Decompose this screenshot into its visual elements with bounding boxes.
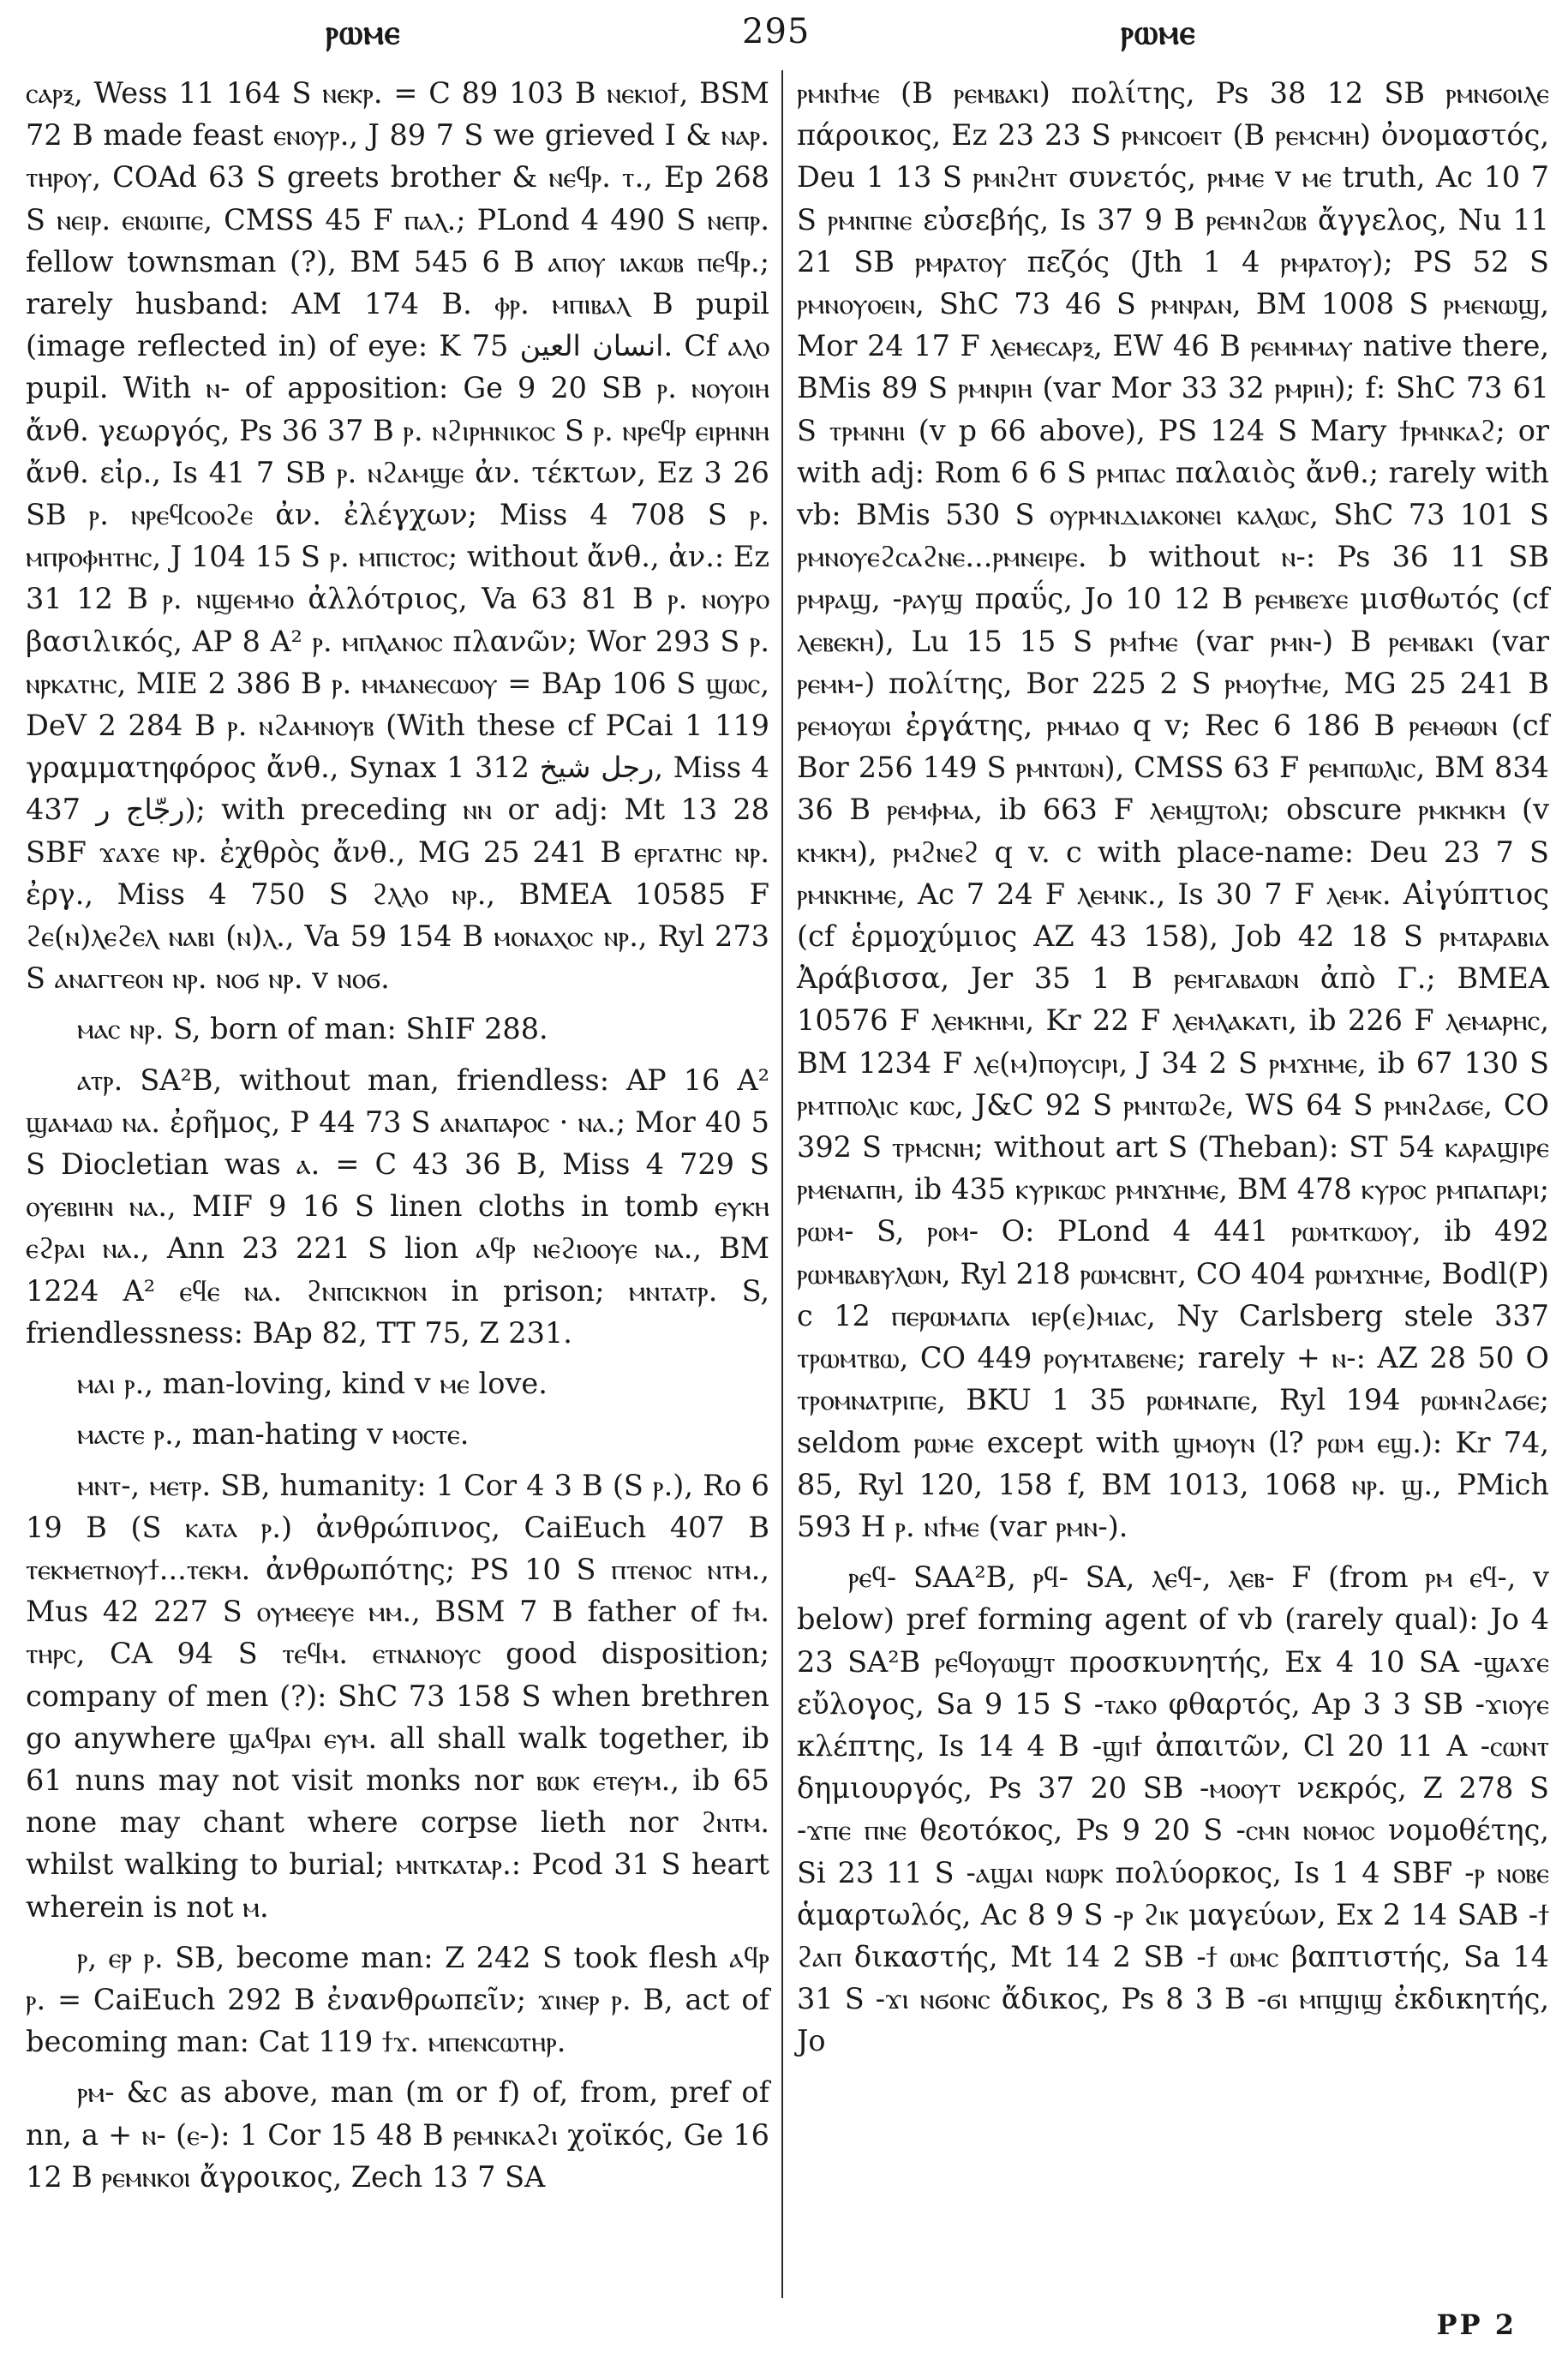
- entry-paragraph: ⲣⲙ- &c as above, man (m or f) of, from, pref of nn, a + ⲛ- (ⲉ-): 1 Cor 15 48 B ⲣⲉⲙⲛⲕⲁϩⲓ χοϊκός, Ge 16 12 B ⲣⲉⲙⲛⲕⲟⲓ ἄγροικος, Zech 13 7 SA: [26, 2075, 769, 2194]
- entry-paragraph: ⲙⲁⲥⲧⲉ ⲣ., man-hating v ⲙⲟⲥⲧⲉ.: [77, 1417, 470, 1452]
- right-column: [797, 72, 1549, 2071]
- entry-paragraph: ⲙⲁⲓ ⲣ., man-loving, kind v ⲙⲉ love.: [77, 1367, 548, 1401]
- left-column: [26, 72, 769, 2206]
- entry-paragraph: ⲥⲁⲣⲝ, Wess 11 164 S ⲛⲉⲕⲣ. = C 89 103 B ⲛⲉⲕⲓⲟϯ, BSM 72 B made feast ⲉⲛⲟⲩⲣ., J 89 7 S we grieved I & ⲛⲁⲣ. ⲧⲏⲣⲟⲩ, COAd 63 S greets brother & ⲛⲉϥⲣ. ⲧ., Ep 268 S ⲛⲉⲓⲣ. ⲉⲛⲱⲓⲡⲉ, CMSS 45 F ⲡⲁⲗ.; PLond 4 490 S ⲛⲉⲡⲣ. fellow townsman (?), BM 545 6 B ⲁⲡⲟⲩ ⲓⲁⲕⲱⲃ ⲡⲉϥⲣ.; rarely husband: AM 174 B. ⲫⲣ. ⲙⲡⲓⲃⲁⲗ B pupil (image reflected in) of eye: K 75 انسان العين. Cf ⲁⲗⲟ pupil. With ⲛ- of apposition: Ge 9 20 SB ⲣ. ⲛⲟⲩⲟⲓⲏ ἄνθ. γεωργός, Ps 36 37 B ⲣ. ⲛϩⲓⲣⲏⲛⲓⲕⲟⲥ S ⲣ. ⲛⲣⲉϥⲣ ⲉⲓⲣⲏⲛⲏ ἄνθ. εἰρ., Is 41 7 SB ⲣ. ⲛϩⲁⲙϣⲉ ἀν. τέκτων, Ez 3 26 SB ⲣ. ⲛⲣⲉϥⲥⲟⲟϩⲉ ἀν. ἐλέγχων; Miss 4 708 S ⲣ. ⲙⲡⲣⲟⲫⲏⲧⲏⲥ, J 104 15 S ⲣ. ⲙⲡⲓⲥⲧⲟⲥ; without ἄνθ., ἀν.: Ez 31 12 B ⲣ. ⲛϣⲉⲙⲙⲟ ἀλλότριος, Va 63 81 B ⲣ. ⲛⲟⲩⲣⲟ βασιλικός, AP 8 A² ⲣ. ⲙⲡⲗⲁⲛⲟⲥ πλανῶν; Wor 293 S ⲣ. ⲛⲣⲕⲁⲧⲏⲥ, MIE 2 386 B ⲣ. ⲙⲙⲁⲛⲉⲥⲱⲟⲩ = BAp 106 S ϣⲱⲥ, DeV 2 284 B ⲣ. ⲛϩⲁⲙⲛⲟⲩⲃ (With these cf PCai 1 119 γραμματηφόρος ἄνθ., Synax 1 312 رجل شيخ, Miss 4 437 رجّاج ر); with preceding ⲛⲛ or adj: Mt 13 28 SBF ϫⲁϫⲉ ⲛⲣ. ἐχθρὸς ἄνθ., MG 25 241 B ⲉⲣⲅⲁⲧⲏⲥ ⲛⲣ. ἐργ., Miss 4 750 S ϩⲗⲗⲟ ⲛⲣ., BMEA 10585 F ϩⲉ(ⲛ)ⲗⲉϩⲉⲗ ⲛⲁⲃⲓ (ⲛ)ⲗ., Va 59 154 B ⲙⲟⲛⲁⲭⲟⲥ ⲛⲣ., Ryl 273 S ⲁⲛⲁⲅⲅⲉⲟⲛ ⲛⲣ. ⲛⲟϭ ⲛⲣ. v ⲛⲟϭ.: [26, 76, 769, 996]
- page-number: 295: [742, 12, 811, 51]
- column-divider: [781, 70, 783, 2298]
- entry-paragraph: ⲙⲁⲥ ⲛⲣ. S, born of man: ShIF 288.: [77, 1012, 548, 1046]
- entry-paragraph: ⲣ, ⲉⲣ ⲣ. SB, become man: Z 242 S took flesh ⲁϥⲣ ⲣ. = CaiEuch 292 B ἐνανθρωπεῖν; ϫⲓⲛⲉⲣ ⲣ. B, act of becoming man: Cat 119 ϯϫ. ⲙⲡⲉⲛⲥⲱⲧⲏⲣ.: [26, 1940, 769, 2059]
- entry-paragraph: ⲁⲧⲣ. SA²B, without man, friendless: AP 16 A² ϣⲁⲙⲁⲱ ⲛⲁ. ἐρῆμος, P 44 73 S ⲁⲛⲁⲡⲁⲣⲟⲥ · ⲛⲁ.; Mor 40 5 S Diocletian was ⲁ. = C 43 36 B, Miss 4 729 S ⲟⲩⲉⲃⲓⲏⲛ ⲛⲁ., MIF 9 16 S linen cloths in tomb ⲉⲩⲕⲏ ⲉϩⲣⲁⲓ ⲛⲁ., Ann 23 221 S lion ⲁϥⲣ ⲛⲉϩⲓⲟⲟⲩⲉ ⲛⲁ., BM 1224 A² ⲉϥⲉ ⲛⲁ. ϩⲛⲡⲥⲓⲕⲛⲟⲛ in prison; ⲙⲛⲧⲁⲧⲣ. S, friendlessness: BAp 82, TT 75, Z 231.: [26, 1063, 769, 1350]
- running-head-left: ⲣⲱⲙⲉ: [326, 12, 401, 52]
- entry-paragraph: ⲙⲛⲧ-, ⲙⲉⲧⲣ. SB, humanity: 1 Cor 4 3 B (S ⲣ.), Ro 6 19 B (S ⲕⲁⲧⲁ ⲣ.) ἀνθρώπινος, CaiEuch 407 B ⲧⲉⲕⲙⲉⲧⲛⲟⲩϯ...ⲧⲉⲕⲙ. ἀνθρωπότης; PS 10 S ⲡⲧⲉⲛⲟⲥ ⲛⲧⲙ., Mus 42 227 S ⲟⲩⲙⲉⲉⲩⲉ ⲙⲙ., BSM 7 B father of ϯⲙ. ⲧⲏⲣⲥ, CA 94 S ⲧⲉϥⲙ. ⲉⲧⲛⲁⲛⲟⲩⲥ good disposition; company of men (?): ShC 73 158 S when brethren go anywhere ϣⲁϥⲣⲁⲓ ⲉⲩⲙ. all shall walk together, ib 61 nuns may not visit monks nor ⲃⲱⲕ ⲉⲧⲉⲩⲙ., ib 65 none may chant where corpse lieth nor ϩⲛⲧⲙ. whilst walking to burial; ⲙⲛⲧⲕⲁⲧⲁⲣ.: Pcod 31 S heart wherein is not ⲙ.: [26, 1468, 769, 1924]
- entry-paragraph: ⲣⲙⲛϯⲙⲉ (B ⲣⲉⲙⲃⲁⲕⲓ) πολίτης, Ps 38 12 SB ⲣⲙⲛϭⲟⲓⲗⲉ πάροικος, Ez 23 23 S ⲣⲙⲛⲥⲟⲉⲓⲧ (B ⲣⲉⲙⲥⲙⲏ) ὀνομαστός, Deu 1 13 S ⲣⲙⲛϩⲏⲧ συνετός, ⲣⲙⲙⲉ v ⲙⲉ truth, Ac 10 7 S ⲣⲙⲛⲡⲛⲉ εὐσεβής, Is 37 9 B ⲣⲉⲙⲛϩⲱⲃ ἄγγελος, Nu 11 21 SB ⲣⲙⲣⲁⲧⲟⲩ πεζός (Jth 1 4 ⲣⲙⲣⲁⲧⲟⲩ); PS 52 S ⲣⲙⲛⲟⲩⲟⲉⲓⲛ, ShC 73 46 S ⲣⲙⲛⲣⲁⲛ, BM 1008 S ⲣⲙⲉⲛⲱϣ, Mor 24 17 F ⲗⲉⲙⲉⲥⲁⲣⲝ, EW 46 B ⲣⲉⲙⲙⲙⲁⲩ native there, BMis 89 S ⲣⲙⲛⲣⲓⲏ (var Mor 33 32 ⲣⲙⲣⲓⲏ); f: ShC 73 61 S ⲧⲣⲙⲛⲏⲓ (v p 66 above), PS 124 S Mary ϯⲣⲙⲛⲕⲁϩ; or with adj: Rom 6 6 S ⲣⲙⲡⲁⲥ παλαιὸς ἄνθ.; rarely with vb: BMis 530 S ⲟⲩⲣⲙⲛⲇⲓⲁⲕⲟⲛⲉⲓ ⲕⲁⲗⲱⲥ, ShC 73 101 S ⲣⲙⲛⲟⲩⲉϩⲥⲁϩⲛⲉ...ⲣⲙⲛⲉⲓⲣⲉ. b without ⲛ-: Ps 36 11 SB ⲣⲙⲣⲁϣ, -ⲣⲁⲩϣ πραΰς, Jo 10 12 B ⲣⲉⲙⲃⲉϫⲉ μισθωτός (cf ⲗⲉⲃⲉⲕⲏ), Lu 15 15 S ⲣⲙϯⲙⲉ (var ⲣⲙⲛ-) B ⲣⲉⲙⲃⲁⲕⲓ (var ⲣⲉⲙⲙ-) πολίτης, Bor 225 2 S ⲣⲙⲟⲩϯⲙⲉ, MG 25 241 B ⲣⲉⲙⲟⲩⲱⲓ ἐργάτης, ⲣⲙⲙⲁⲟ q v; Rec 6 186 B ⲣⲉⲙⲑⲱⲛ (cf Bor 256 149 S ⲣⲙⲛⲧⲱⲛ), CMSS 63 F ⲣⲉⲙⲡⲱⲗⲓⲥ, BM 834 36 B ⲣⲉⲙⲫⲙⲁ, ib 663 F ⲗⲉⲙϣⲧⲟⲗⲓ; obscure ⲣⲙⲕⲙⲕⲙ (v ⲕⲙⲕⲙ), ⲣⲙϩⲛⲉϩ q v. c with place-name: Deu 23 7 S ⲣⲙⲛⲕⲏⲙⲉ, Ac 7 24 F ⲗⲉⲙⲛⲕ., Is 30 7 F ⲗⲉⲙⲕ. Αἰγύπτιος (cf ἑρμοχύμιος AZ 43 158), Job 42 18 S ⲣⲙⲧⲁⲣⲁⲃⲓⲁ Ἀράβισσα, Jer 35 1 B ⲣⲉⲙⲅⲁⲃⲁⲱⲛ ἀπὸ Γ.; BMEA 10576 F ⲗⲉⲙⲕⲏⲙⲓ, Kr 22 F ⲗⲉⲙⲗⲁⲕⲁⲧⲓ, ib 226 F ⲗⲉⲙⲁⲣⲏⲥ, BM 1234 F ⲗⲉ(ⲙ)ⲡⲟⲩⲥⲓⲣⲓ, J 34 2 S ⲣⲙϫⲏⲙⲉ, ib 67 130 S ⲣⲙⲧⲡⲟⲗⲓⲥ ⲕⲱⲥ, J&C 92 S ⲣⲙⲛⲧⲱϩⲉ, WS 64 S ⲣⲙⲛϩⲁϭⲉ, CO 392 S ⲧⲣⲙⲥⲛⲏ; without art S (Theban): ST 54 ⲕⲁⲣⲁϣⲓⲣⲉ ⲣⲙⲉⲛⲁⲡⲏ, ib 435 ⲕⲩⲣⲓⲕⲱⲥ ⲣⲙⲛϫⲏⲙⲉ, BM 478 ⲕⲩⲣⲟⲥ ⲣⲙⲡⲁⲡⲁⲣⲓ; ⲣⲱⲙ- S, ⲣⲟⲙ- O: PLond 4 441 ⲣⲱⲙⲧⲕⲱⲟⲩ, ib 492 ⲣⲱⲙⲃⲁⲃⲩⲗⲱⲛ, Ryl 218 ⲣⲱⲙⲥⲃⲏⲧ, CO 404 ⲣⲱⲙϫⲏⲙⲉ, Bodl(P) c 12 ⲡⲉⲣⲱⲙⲁⲡⲁ ⲓⲉⲣ(ⲉ)ⲙⲓⲁⲥ, Ny Carlsberg stele 337 ⲧⲣⲱⲙⲧⲃⲱ, CO 449 ⲣⲟⲩⲙⲧⲁⲃⲉⲛⲉ; rarely + ⲛ-: AZ 28 50 O ⲧⲣⲟⲙⲛⲁⲧⲣⲓⲡⲉ, BKU 1 35 ⲣⲱⲙⲛⲁⲡⲉ, Ryl 194 ⲣⲱⲙⲛϩⲁϭⲉ; seldom ⲣⲱⲙⲉ except with ϣⲙⲟⲩⲛ (l? ⲣⲱⲙ ⲉϣ.): Kr 74, 85, Ryl 120, 158 f, BM 1013, 1068 ⲛⲣ. ϣ., PMich 593 H ⲣ. ⲛϯⲙⲉ (var ⲣⲙⲛ-).: [797, 76, 1549, 1543]
- printer-signature: PP 2: [1436, 2308, 1517, 2341]
- entry-paragraph: ⲣⲉϥ- SAA²B, ⲣϥ- SA, ⲗⲉϥ-, ⲗⲉⲃ- F (from ⲣⲙ ⲉϥ-, v below) pref forming agent of vb (rarely qual): Jo 4 23 SA²B ⲣⲉϥⲟⲩⲱϣⲧ προσκυνητής, Ex 4 10 SA -ϣⲁϫⲉ εὔλογος, Sa 9 15 S -ⲧⲁⲕⲟ φθαρτός, Ap 3 3 SB -ϫⲓⲟⲩⲉ κλέπτης, Is 14 4 B -ϣⲓϯ ἀπαιτῶν, Cl 20 11 A -ⲥⲱⲛⲧ δημιουργός, Ps 37 20 SB -ⲙⲟⲟⲩⲧ νεκρός, Z 278 S -ϫⲡⲉ ⲡⲛⲉ θεοτόκος, Ps 9 20 S -ⲥⲙⲛ ⲛⲟⲙⲟⲥ νομοθέτης, Si 23 11 S -ⲁϣⲁⲓ ⲛⲱⲣⲕ πολύορκος, Is 1 4 SBF -ⲣ ⲛⲟⲃⲉ ἁμαρτωλός, Ac 8 9 S -ⲣ ϩⲓⲕ μαγεύων, Ex 2 14 SAB -ϯ ϩⲁⲡ δικαστής, Mt 14 2 SB -ϯ ⲱⲙⲥ βαπτιστής, Sa 14 31 S -ϫⲓ ⲛϭⲟⲛⲥ ἄδικος, Ps 8 3 B -ϭⲓ ⲙⲡϣⲓϣ ἐκδικητής, Jo: [797, 1560, 1549, 2058]
- running-head-right: ⲣⲱⲙⲉ: [1121, 12, 1196, 52]
